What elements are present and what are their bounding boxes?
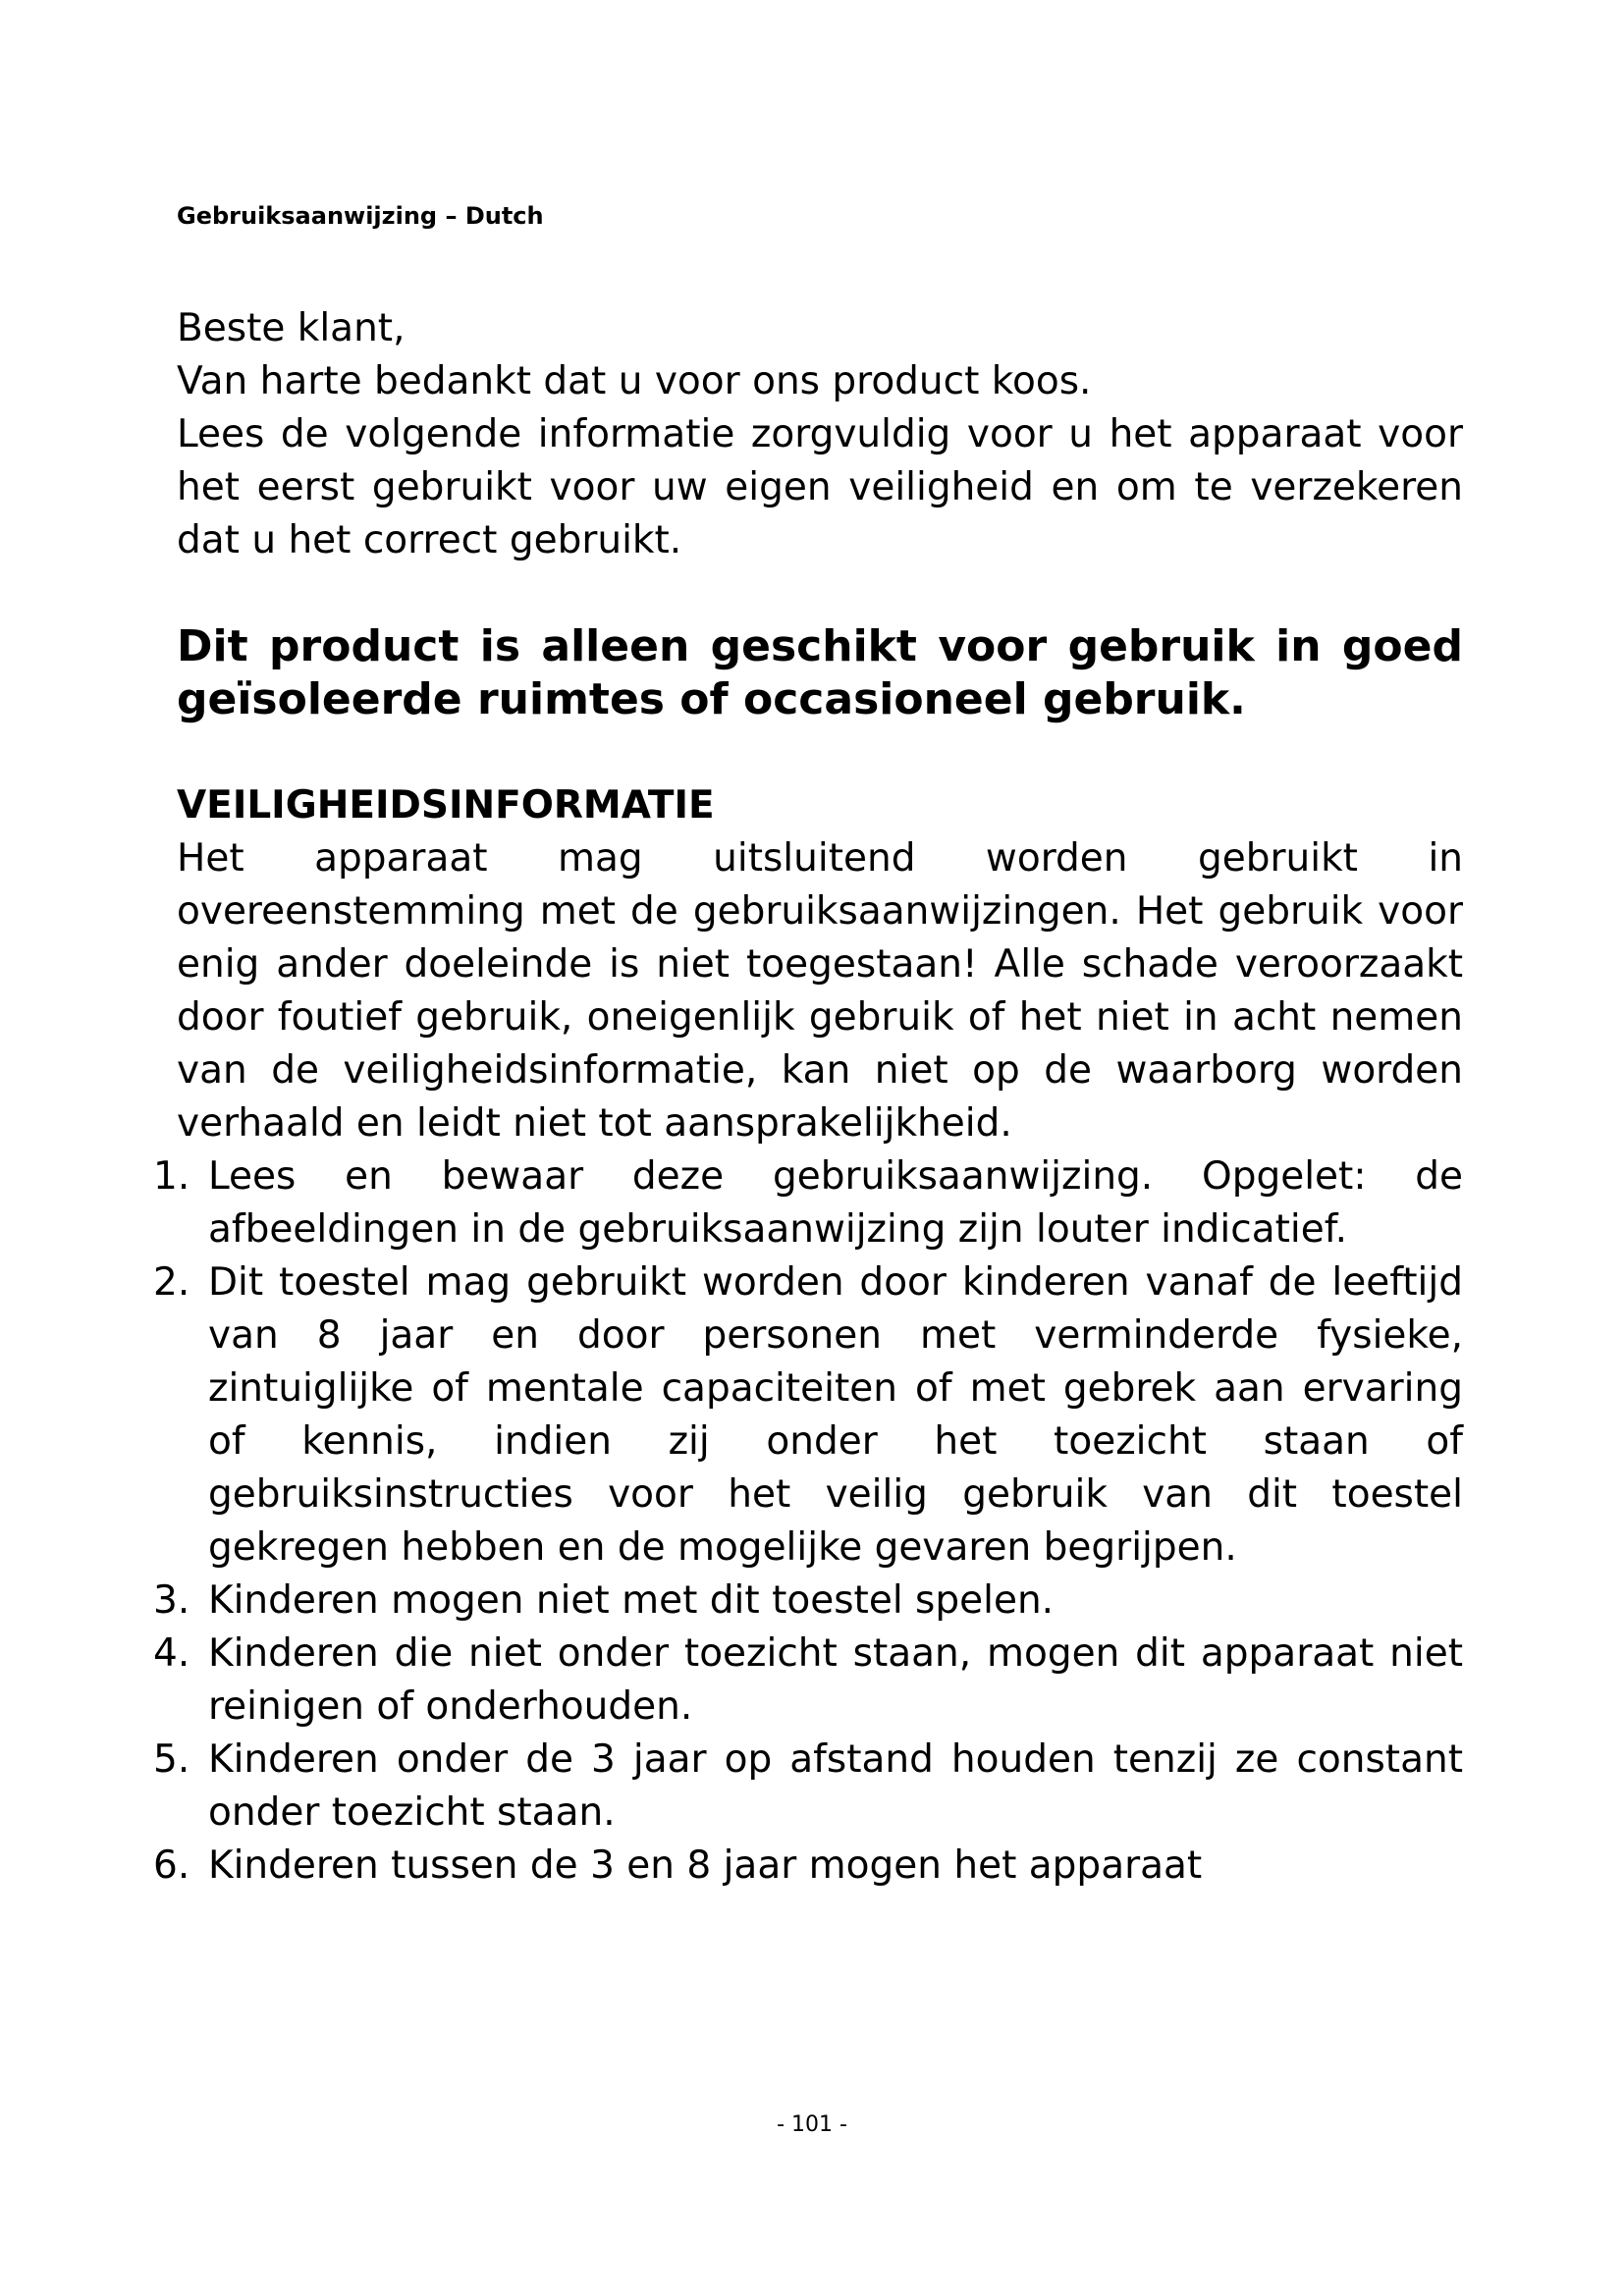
list-item xyxy=(153,1575,1463,1628)
list-item-text: Kinderen die niet onder toezicht staan, mogen dit apparaat niet reinigen of onderhouden. xyxy=(208,1631,1463,1729)
page-content xyxy=(153,302,1463,1893)
list-item-text: Kinderen tussen de 3 en 8 jaar mogen het apparaat xyxy=(208,1843,1203,1888)
list-item xyxy=(153,1840,1463,1893)
list-item-text: Kinderen onder de 3 jaar op afstand houden tenzij ze constant onder toezicht staan. xyxy=(208,1737,1463,1835)
usage-notice: Dit product is alleen geschikt voor gebruik in goed geïsoleerde ruimtes of occasioneel gebruik. xyxy=(177,621,1463,724)
list-item-number: 6. xyxy=(153,1843,190,1888)
list-item-number: 4. xyxy=(153,1631,190,1676)
intro-instruction: Lees de volgende informatie zorgvuldig voor u het apparaat voor het eerst gebruikt voor uw eigen veiligheid en om te verzekeren dat u het correct gebruikt. xyxy=(177,412,1463,562)
list-item-text: Dit toestel mag gebruikt worden door kinderen vanaf de leeftijd van 8 jaar en door personen met verminderde fysieke, zintuiglijke of mentale capaciteiten of met gebrek aan ervaring of kennis, indien zij onder het toezicht staan of gebruiksinstructies voor het veilig gebruik van dit toestel gekregen hebben en de mogelijke gevaren begrijpen. xyxy=(208,1260,1463,1570)
list-item-number: 2. xyxy=(153,1260,190,1305)
list-item-number: 3. xyxy=(153,1578,190,1623)
list-item-number: 1. xyxy=(153,1154,190,1199)
page-number: - 101 - xyxy=(777,2112,847,2137)
list-item-text: Lees en bewaar deze gebruiksaanwijzing. Opgelet: de afbeeldingen in de gebruiksaanwijzing zijn louter indicatief. xyxy=(208,1154,1463,1252)
greeting: Beste klant, xyxy=(177,306,406,350)
list-item xyxy=(153,1150,1463,1256)
list-item-text: Kinderen mogen niet met dit toestel spelen. xyxy=(208,1578,1055,1623)
section-heading: VEILIGHEIDSINFORMATIE xyxy=(177,783,715,828)
thanks-line: Van harte bedankt dat u voor ons product koos. xyxy=(177,359,1092,403)
list-item xyxy=(153,1734,1463,1840)
list-item-number: 5. xyxy=(153,1737,190,1782)
running-header: Gebruiksaanwijzing – Dutch xyxy=(177,202,544,230)
safety-intro: Het apparaat mag uitsluitend worden gebruikt in overeenstemming met de gebruiksaanwijzingen. Het gebruik voor enig ander doeleinde is niet toegestaan! Alle schade veroorzaakt door foutief gebruik, oneigenlijk gebruik of het niet in acht nemen van de veiligheidsinformatie, kan niet op de waarborg worden verhaald en leidt niet tot aansprakelijkheid. xyxy=(177,836,1463,1146)
list-item xyxy=(153,1256,1463,1575)
safety-list xyxy=(153,1150,1463,1893)
list-item xyxy=(153,1628,1463,1734)
